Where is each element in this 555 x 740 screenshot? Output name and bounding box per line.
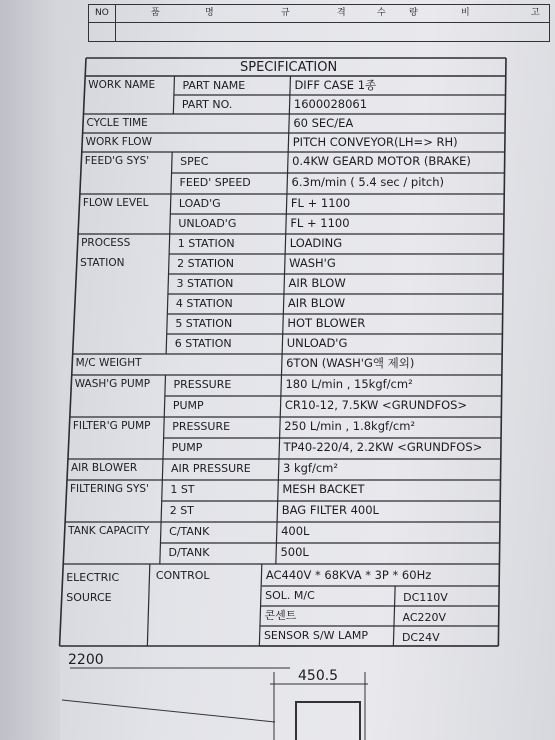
spec-value: 180 L/min , 15kgf/cm² <box>285 377 413 391</box>
header-col: 품 <box>151 8 160 18</box>
electric-main-value: AC440V * 68KVA * 3P * 60Hz <box>265 568 432 582</box>
spec-value: 250 L/min , 1.8kgf/cm² <box>284 419 416 433</box>
spec-value: FL + 1100 <box>290 216 350 230</box>
spec-sublabel: 2 STATION <box>177 257 234 270</box>
spec-sublabel: PRESSURE <box>173 378 232 391</box>
spec-sublabel: 6 STATION <box>174 337 232 350</box>
spec-value: 6.3m/min ( 5.4 sec / pitch) <box>291 175 445 189</box>
spec-sublabel: D/TANK <box>168 546 210 559</box>
spec-label: M/C WEIGHT <box>75 357 142 369</box>
electric-item-name: SENSOR S/W LAMP <box>263 629 368 642</box>
spec-value: 400L <box>281 524 310 538</box>
header-col: 고 <box>531 8 540 18</box>
spec-label: WORK NAME <box>88 79 156 91</box>
spec-sublabel: AIR PRESSURE <box>170 462 251 475</box>
spec-value: PITCH CONVEYOR(LH=> RH) <box>292 135 458 149</box>
spec-sublabel: 1 ST <box>170 483 195 496</box>
spec-sublabel: UNLOAD'G <box>178 217 237 230</box>
spec-value: 0.4KW GEARD MOTOR (BRAKE) <box>292 154 471 168</box>
header-col: 수 <box>377 8 386 18</box>
spec-value: AIR BLOW <box>287 296 346 310</box>
header-col: 비 <box>461 8 470 18</box>
spec-label: FEED'G SYS' <box>84 155 150 167</box>
spec-sublabel: PART NAME <box>182 79 246 92</box>
header-col: 격 <box>337 8 346 18</box>
spec-sublabel: PART NO. <box>181 98 233 111</box>
spec-label: WORK FLOW <box>85 136 152 148</box>
header-col: 량 <box>409 8 418 18</box>
spec-value: AIR BLOW <box>288 276 346 290</box>
spec-sublabel: PUMP <box>172 399 204 412</box>
spec-value: 1600028061 <box>293 97 368 111</box>
spec-sublabel: 3 STATION <box>176 277 234 290</box>
spec-label: FILTER'G PUMP <box>72 420 151 432</box>
spec-label: FILTERING SYS' <box>70 483 149 495</box>
electric-label: ELECTRIC <box>66 571 120 584</box>
spec-sublabel: FEED' SPEED <box>179 176 251 189</box>
electric-label: SOURCE <box>66 591 112 604</box>
spec-value: HOT BLOWER <box>287 316 366 330</box>
spec-title: SPECIFICATION <box>240 60 338 75</box>
dimension-mid: 450.5 <box>298 668 339 684</box>
spec-sublabel: 5 STATION <box>175 317 233 330</box>
spec-value: 3 kgf/cm² <box>282 461 338 475</box>
spec-label: PROCESS <box>81 237 131 249</box>
spec-value: 500L <box>280 545 309 559</box>
spec-value: CR10-12, 7.5KW <GRUNDFOS> <box>284 398 468 412</box>
electric-item-value: DC110V <box>403 591 448 604</box>
header-col: 규 <box>281 8 290 18</box>
electric-item-value: AC220V <box>402 611 447 624</box>
electric-sublabel: CONTROL <box>155 569 210 582</box>
spec-value: 60 SEC/EA <box>293 116 354 130</box>
spec-sublabel: 4 STATION <box>175 297 233 310</box>
spec-label: CYCLE TIME <box>86 117 148 129</box>
spec-sublabel: PUMP <box>171 441 203 454</box>
header-col: 명 <box>205 8 214 18</box>
spec-sublabel: LOAD'G <box>178 197 221 210</box>
spec-value: UNLOAD'G <box>286 336 348 350</box>
spec-label: WASH'G PUMP <box>74 378 151 390</box>
spec-value: TP40-220/4, 2.2KW <GRUNDFOS> <box>283 440 483 454</box>
spec-sublabel: 2 ST <box>169 504 194 517</box>
spec-sublabel: C/TANK <box>169 525 210 538</box>
spec-value: 6TON (WASH'G액 제외) <box>286 356 415 370</box>
electric-item-name: 콘센트 <box>264 609 297 622</box>
spec-value: WASH'G <box>289 256 336 270</box>
header-no: NO <box>95 8 109 18</box>
spec-value: BAG FILTER 400L <box>281 503 379 517</box>
electric-item-value: DC24V <box>401 631 440 644</box>
spec-value: FL + 1100 <box>290 196 351 210</box>
spec-sublabel: SPEC <box>180 155 209 168</box>
spec-label: TANK CAPACITY <box>68 525 150 537</box>
spec-value: LOADING <box>289 236 343 250</box>
spec-value: DIFF CASE 1종 <box>294 78 377 92</box>
spec-label: STATION <box>80 257 125 269</box>
spec-label: AIR BLOWER <box>70 462 138 474</box>
dimension-left: 2200 <box>68 652 104 668</box>
spec-value: MESH BACKET <box>282 482 365 496</box>
spec-label: FLOW LEVEL <box>82 197 149 209</box>
spec-sublabel: PRESSURE <box>172 420 231 433</box>
spec-sublabel: 1 STATION <box>177 237 235 250</box>
electric-item-name: SOL. M/C <box>265 589 315 602</box>
